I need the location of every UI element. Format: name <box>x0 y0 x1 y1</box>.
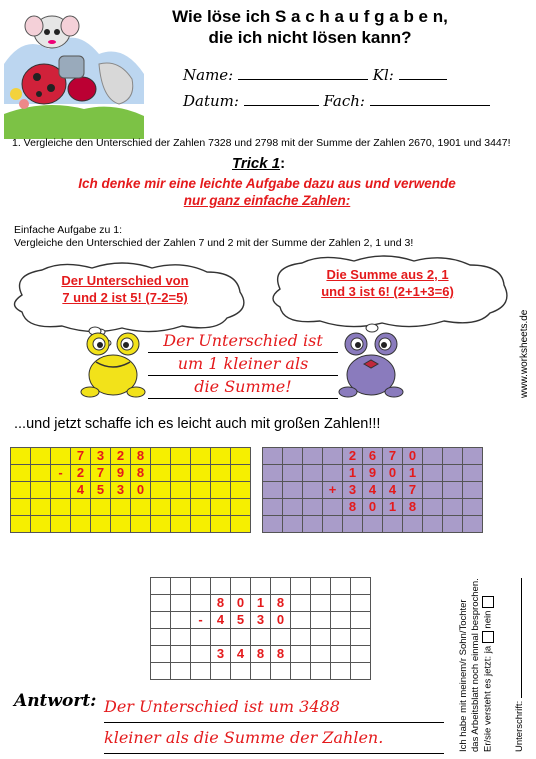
grid-cell <box>311 612 331 629</box>
grid-cell <box>323 465 343 482</box>
grid-cell <box>151 499 171 516</box>
grid-cell <box>263 516 283 533</box>
grid-cell <box>443 465 463 482</box>
grid-cell <box>271 578 291 595</box>
grid-row <box>11 499 251 516</box>
grid-cell <box>443 482 463 499</box>
grid-cell <box>331 612 351 629</box>
grid-row <box>151 646 371 663</box>
grid-cell <box>211 448 231 465</box>
grid-cell: 1 <box>403 465 423 482</box>
grid-row <box>263 482 483 499</box>
grid-cell: 4 <box>363 482 383 499</box>
grid-cell <box>263 499 283 516</box>
grid-cell <box>31 465 51 482</box>
grid-cell <box>263 482 283 499</box>
grid-cell <box>171 595 191 612</box>
grid-cell <box>151 595 171 612</box>
grid-cell: 7 <box>383 448 403 465</box>
grid-row <box>151 578 371 595</box>
grid-cell <box>211 663 231 680</box>
grid-cell <box>423 499 443 516</box>
grid-cell <box>423 482 443 499</box>
grid-cell: 0 <box>403 448 423 465</box>
grid-cell: 0 <box>131 482 151 499</box>
grid-cell: 9 <box>363 465 383 482</box>
grid-cell <box>171 578 191 595</box>
grid-cell <box>211 578 231 595</box>
grid-cell <box>211 482 231 499</box>
grid-row <box>263 516 483 533</box>
grid-cell <box>191 629 211 646</box>
yes-checkbox[interactable] <box>482 631 494 643</box>
grid-cell: 0 <box>363 499 383 516</box>
grid-cell <box>171 448 191 465</box>
grid-cell: 6 <box>363 448 383 465</box>
grid-cell <box>351 663 371 680</box>
grid-cell <box>311 646 331 663</box>
white-calculation-grid <box>150 577 371 680</box>
grid-cell: 8 <box>251 646 271 663</box>
grid-cell <box>331 578 351 595</box>
grid-cell <box>463 516 483 533</box>
grid-cell <box>91 516 111 533</box>
grid-cell: 0 <box>271 612 291 629</box>
grid-cell <box>291 612 311 629</box>
grid-row <box>11 465 251 482</box>
grid-cell <box>403 516 423 533</box>
grid-row <box>11 516 251 533</box>
grid-cell <box>283 465 303 482</box>
grid-cell <box>283 499 303 516</box>
grid-cell <box>291 629 311 646</box>
grid-cell <box>231 578 251 595</box>
grid-cell <box>191 663 211 680</box>
cloud-left-text: Der Unterschied von 7 und 2 ist 5! (7-2=5) <box>61 273 189 305</box>
grid-cell <box>311 629 331 646</box>
answer-text: Der Unterschied ist um 3488 kleiner als die Summe der Zahlen. <box>104 692 444 754</box>
grid-cell <box>231 516 251 533</box>
grid-cell <box>351 578 371 595</box>
grid-cell <box>11 499 31 516</box>
grid-cell: 2 <box>111 448 131 465</box>
grid-cell: 4 <box>383 482 403 499</box>
grid-cell: 3 <box>211 646 231 663</box>
grid-cell <box>251 578 271 595</box>
grid-cell <box>443 516 463 533</box>
grid-row <box>11 482 251 499</box>
grid-cell <box>71 499 91 516</box>
grid-cell <box>151 612 171 629</box>
answer-label: Antwort: <box>14 691 97 711</box>
grid-cell <box>231 465 251 482</box>
grid-cell <box>191 448 211 465</box>
grid-cell <box>151 629 171 646</box>
grid-cell <box>263 465 283 482</box>
parent-note: Ich habe mit meinem/r Sohn/Tochter das Arbeitsblatt noch einmal besprochen. Er/sie versteht es jetzt: ja nein <box>458 578 494 752</box>
grid-cell <box>423 465 443 482</box>
grid-cell <box>363 516 383 533</box>
grid-cell <box>151 578 171 595</box>
grid-cell: 8 <box>131 465 151 482</box>
grid-cell <box>71 516 91 533</box>
grid-cell <box>351 612 371 629</box>
grid-cell: 0 <box>231 595 251 612</box>
no-checkbox[interactable] <box>482 596 494 608</box>
grid-cell: 4 <box>211 612 231 629</box>
trick-heading: Trick 1: <box>232 155 286 172</box>
grid-cell: 1 <box>383 499 403 516</box>
grid-cell <box>463 465 483 482</box>
grid-cell <box>51 516 71 533</box>
grid-cell <box>211 629 231 646</box>
grid-cell: 9 <box>111 465 131 482</box>
grid-cell <box>291 595 311 612</box>
grid-cell <box>263 448 283 465</box>
grid-cell <box>351 595 371 612</box>
grid-cell <box>303 516 323 533</box>
grid-cell <box>151 465 171 482</box>
grid-cell <box>191 516 211 533</box>
grid-row <box>11 448 251 465</box>
grid-cell <box>191 595 211 612</box>
grid-cell <box>323 448 343 465</box>
grid-cell: 5 <box>231 612 251 629</box>
grid-cell <box>171 516 191 533</box>
grid-cell: 3 <box>111 482 131 499</box>
purple-frog-illustration <box>336 330 406 400</box>
grid-cell <box>331 629 351 646</box>
grid-cell: 7 <box>71 448 91 465</box>
grid-cell <box>11 465 31 482</box>
grid-cell: 2 <box>343 448 363 465</box>
grid-row <box>263 448 483 465</box>
grid-cell <box>151 663 171 680</box>
grid-cell <box>443 499 463 516</box>
grid-cell <box>303 465 323 482</box>
grid-cell <box>303 499 323 516</box>
grid-cell: 3 <box>91 448 111 465</box>
name-field[interactable]: Name: Kl: <box>183 66 447 84</box>
grid-cell <box>51 448 71 465</box>
grid-cell <box>171 612 191 629</box>
grid-cell <box>291 663 311 680</box>
grid-cell: - <box>51 465 71 482</box>
grid-cell <box>211 499 231 516</box>
grid-cell <box>331 646 351 663</box>
grid-row <box>263 465 483 482</box>
grid-cell <box>111 516 131 533</box>
grid-cell <box>171 663 191 680</box>
grid-cell <box>311 663 331 680</box>
grid-cell <box>151 448 171 465</box>
grid-cell <box>283 448 303 465</box>
grid-cell: 4 <box>231 646 251 663</box>
grid-cell <box>383 516 403 533</box>
cloud-right-text: Die Summe aus 2, 1 und 3 ist 6! (2+1+3=6) <box>321 267 454 299</box>
grid-cell <box>31 482 51 499</box>
conclusion-text: Der Unterschied ist um 1 kleiner als die Summe! <box>148 330 338 399</box>
grid-cell <box>211 465 231 482</box>
grid-cell <box>311 595 331 612</box>
grid-cell <box>331 595 351 612</box>
grid-cell <box>211 516 231 533</box>
grid-cell <box>171 646 191 663</box>
grid-cell <box>191 646 211 663</box>
grid-cell <box>303 482 323 499</box>
task-text: 1. Vergleiche den Unterschied der Zahlen 7328 und 2798 mit der Summe der Zahlen 2670, 1901 und 3447! <box>12 137 511 149</box>
grid-cell: 1 <box>251 595 271 612</box>
purple-calculation-grid <box>262 447 483 533</box>
grid-cell <box>31 448 51 465</box>
simple-task: Einfache Aufgabe zu 1: Vergleiche den Unterschied der Zahlen 7 und 2 mit der Summe der Zahlen 2, 1 und 3! <box>14 224 414 249</box>
transition-text: ...und jetzt schaffe ich es leicht auch mit großen Zahlen!!! <box>14 416 381 432</box>
yellow-calculation-grid <box>10 447 251 533</box>
grid-cell <box>11 482 31 499</box>
grid-cell <box>231 499 251 516</box>
page-title: Wie löse ich S a c h a u f g a b e n, die ich nicht lösen kann? <box>172 7 448 47</box>
grid-cell <box>291 578 311 595</box>
grid-cell <box>323 499 343 516</box>
grid-cell <box>191 578 211 595</box>
grid-cell <box>271 629 291 646</box>
grid-cell <box>283 482 303 499</box>
grid-cell <box>151 516 171 533</box>
grid-cell: 8 <box>271 595 291 612</box>
grid-cell <box>303 448 323 465</box>
grid-cell <box>331 663 351 680</box>
grid-cell: 8 <box>211 595 231 612</box>
grid-cell <box>111 499 131 516</box>
grid-cell <box>171 482 191 499</box>
signature-field[interactable]: Unterschrift: <box>514 578 526 752</box>
grid-cell: - <box>191 612 211 629</box>
grid-cell <box>191 482 211 499</box>
date-field[interactable]: Datum: Fach: <box>183 92 490 110</box>
grid-cell: 3 <box>343 482 363 499</box>
grid-cell <box>51 499 71 516</box>
grid-cell: 4 <box>71 482 91 499</box>
grid-cell <box>271 663 291 680</box>
grid-cell: 1 <box>343 465 363 482</box>
grid-row <box>151 663 371 680</box>
grid-cell <box>231 448 251 465</box>
grid-cell <box>31 499 51 516</box>
grid-row <box>151 612 371 629</box>
trick-rule: Ich denke mir eine leichte Aufgabe dazu aus und verwende nur ganz einfache Zahlen: <box>78 176 456 208</box>
grid-cell: 5 <box>91 482 111 499</box>
grid-cell <box>323 516 343 533</box>
grid-cell <box>91 499 111 516</box>
grid-cell <box>351 646 371 663</box>
grid-cell <box>291 646 311 663</box>
grid-cell <box>171 629 191 646</box>
grid-cell: 2 <box>71 465 91 482</box>
grid-cell <box>443 448 463 465</box>
grid-cell: 7 <box>91 465 111 482</box>
mouse-ladybug-illustration <box>4 4 144 139</box>
grid-cell <box>191 465 211 482</box>
yellow-frog-illustration <box>78 330 148 400</box>
grid-cell <box>251 663 271 680</box>
grid-cell: + <box>323 482 343 499</box>
grid-cell: 3 <box>251 612 271 629</box>
grid-row <box>151 595 371 612</box>
grid-cell <box>51 482 71 499</box>
grid-cell <box>231 663 251 680</box>
grid-cell <box>171 499 191 516</box>
grid-cell <box>131 516 151 533</box>
grid-cell <box>351 629 371 646</box>
grid-cell: 8 <box>343 499 363 516</box>
grid-cell <box>11 516 31 533</box>
grid-cell <box>231 482 251 499</box>
grid-cell <box>423 448 443 465</box>
grid-row <box>151 629 371 646</box>
grid-cell <box>311 578 331 595</box>
grid-cell <box>31 516 51 533</box>
grid-cell <box>463 499 483 516</box>
grid-cell <box>463 448 483 465</box>
website-label: www.worksheets.de <box>519 309 530 398</box>
grid-row <box>263 499 483 516</box>
grid-cell: 8 <box>403 499 423 516</box>
grid-cell <box>231 629 251 646</box>
grid-cell: 0 <box>383 465 403 482</box>
grid-cell <box>151 482 171 499</box>
grid-cell <box>423 516 443 533</box>
grid-cell <box>463 482 483 499</box>
grid-cell: 8 <box>271 646 291 663</box>
grid-cell <box>283 516 303 533</box>
grid-cell <box>151 646 171 663</box>
grid-cell <box>131 499 151 516</box>
grid-cell <box>343 516 363 533</box>
grid-cell: 7 <box>403 482 423 499</box>
grid-cell <box>171 465 191 482</box>
grid-cell <box>251 629 271 646</box>
grid-cell <box>11 448 31 465</box>
grid-cell: 8 <box>131 448 151 465</box>
grid-cell <box>191 499 211 516</box>
